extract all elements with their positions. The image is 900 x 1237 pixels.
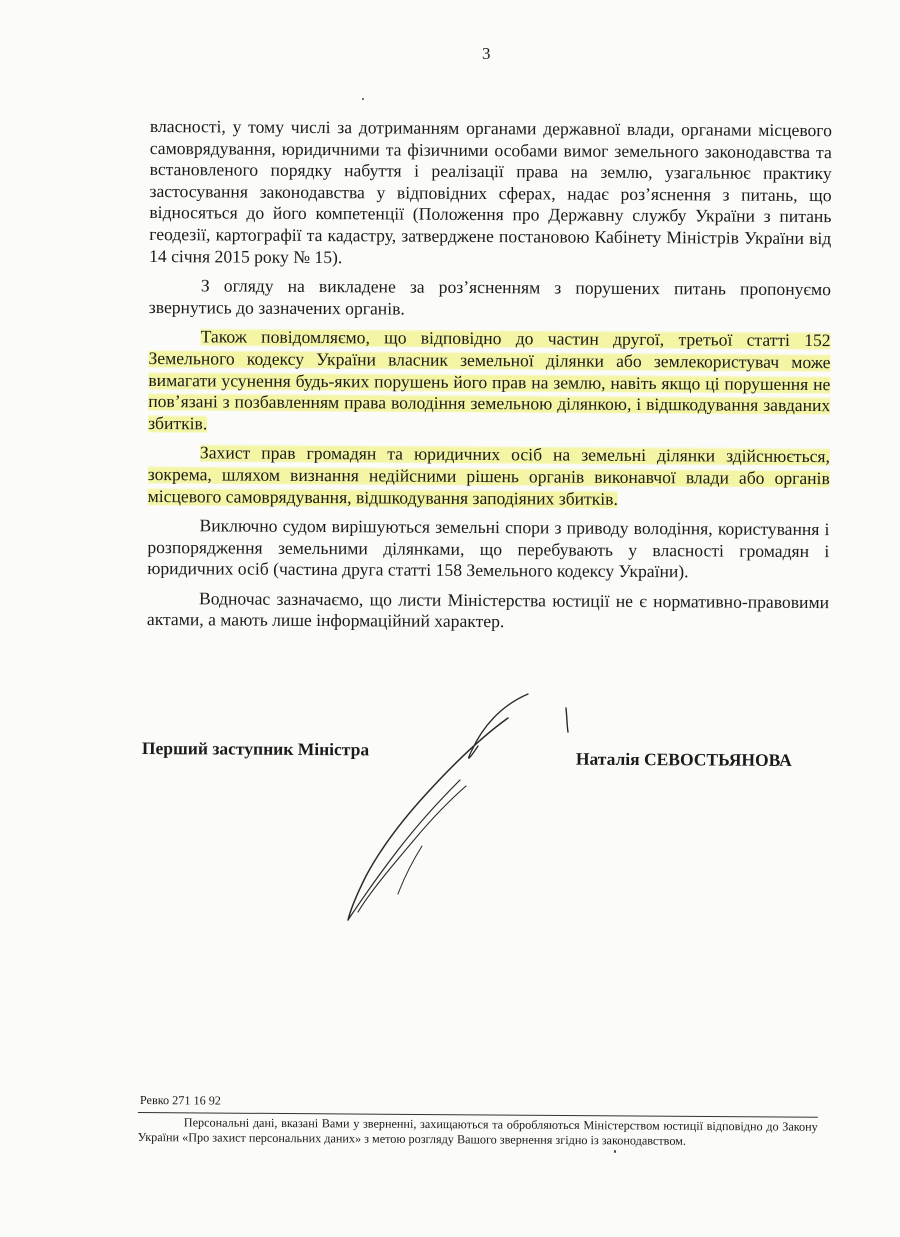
signatory-name: Наталія СЕВОСТЬЯНОВА: [575, 748, 792, 770]
handwritten-signature: [300, 680, 600, 940]
paragraph-4-highlighted: [148, 442, 830, 511]
paragraph-3-highlighted: [148, 326, 831, 438]
paragraph-4-text: Захист прав громадян та юридичних осіб на земельні ділянки здійснюється, зокрема, шляхом визнання недійсними рішень органів виконавчої влади або органів місцевого самоврядування, відшкодування заподіяних збитків.: [147, 442, 830, 509]
scan-speck: [362, 98, 364, 100]
signatory-position: Перший заступник Міністра: [141, 738, 370, 760]
personal-data-notice: Персональні дані, вказані Вами у зверненні, захищаються та обробляються Міністерством юстиції відповідно до Закону України «Про захист персональних даних» з метою розгляду Вашого звернення згідно із законодавством.: [137, 1115, 818, 1148]
paragraph-5: [147, 515, 829, 584]
paragraph-1-text: власності, у тому числі за дотриманням органами державної влади, органами місцевого самоврядування, юридичними та фізичними особами вимог земельного законодавства та встановленого порядку набуття і реалізації права на землю, узагальнює практику застосування законодавства у відповідних сферах, надає роз’яснення з питань, що відносяться до його компетенції (Положення про Державну службу України з питань геодезії, картографії та кадастру, затверджене постановою Кабінету Міністрів України від 14 січня 2015 року № 15).: [149, 116, 832, 267]
paragraph-2: [149, 275, 831, 322]
scan-speck: [614, 1150, 616, 1153]
contact-line: Ревко 271 16 92: [139, 1093, 221, 1108]
paragraph-3-text: Також повідомляємо, що відповідно до частин другої, третьої статті 152 Земельного кодексу України власник земельної ділянки або землекористувач може вимагати усунення будь-яких порушень його прав на землю, навіть якщо ці порушення не пов’язані з позбавленням права володіння земельною ділянкою, і відшкодування завданих збитків.: [148, 326, 831, 434]
paragraph-6: [147, 588, 829, 635]
letter-body: [147, 116, 832, 643]
paragraph-6-text: Водночас зазначаємо, що листи Міністерства юстиції не є нормативно-правовими актами, а мають лише інформаційний характер.: [146, 588, 830, 632]
paragraph-2-text: З огляду на викладене за роз’ясненням з порушених питань пропонуємо звернутись до зазначених органів.: [148, 275, 832, 319]
paragraph-1: [149, 116, 832, 271]
footer: [138, 1093, 818, 1150]
page-number: 3: [482, 44, 491, 63]
paragraph-5-text: Виключно судом вирішуються земельні спори з приводу володіння, користування і розпорядження земельними ділянками, що перебувають у власності громадян і юридичних осіб (частина друга статті 158 Земельного кодексу України).: [147, 515, 830, 582]
